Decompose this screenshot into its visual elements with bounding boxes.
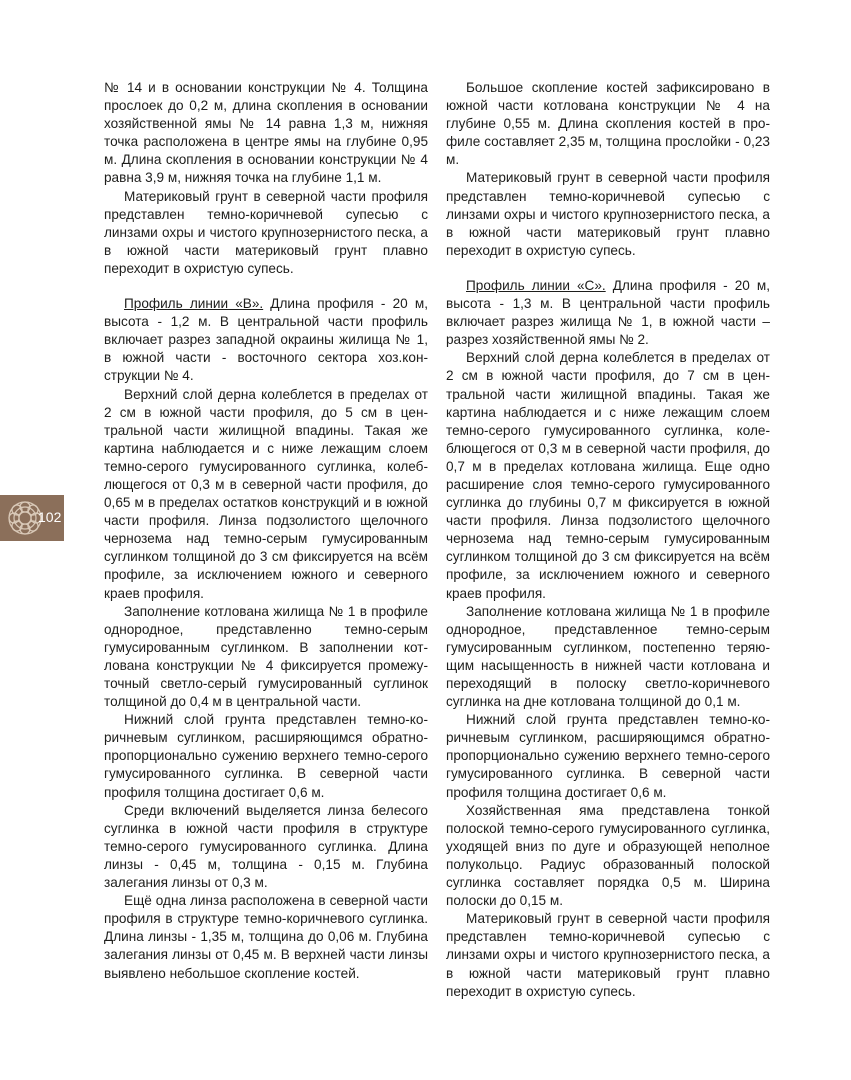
paragraph: Материковый грунт в северной части профиля представлен темно-коричневой супесью с линзами охры и чистого крупнозернистого песка, а в южной части материковый грунт плавно переходит в охристую супесь.	[104, 188, 428, 276]
right-column	[446, 79, 770, 1001]
section-heading-b: Профиль линии «B».	[124, 296, 264, 312]
section-text: Длина профиля - 20 м, высота - 1,3 м. В центральной части профиль включает разрез жилища № 1, в южной части – разрез хозяйственной ямы № 2.	[446, 277, 770, 348]
paragraph: Материковый грунт в северной части профиля представлен темно-коричневой супесью с линзами охры и чистого крупнозернистого песка, а в южной части материковый грунт плавно переходит в охристую супесь.	[446, 170, 770, 258]
paragraph: Верхний слой дерна колеблется в пределах от 2 см в южной части профиля, до 7 см в центральной части жилищной впадины. Такая же картина наблюдается и с ниже лежащим слоем темно-серого гумусированного суглинка, колеблющегося от 0,3 м в северной части профиля, до 0,7 м в пределах котлована жилища. Еще одно расширение слоя темно-серого гумусированного суглинка до глубины 0,7 м фиксируется в южной части профиля. Линза подзолистого щелочного чернозема над темно-серым гумусированным суглинком толщиной до 3 см фиксируется на всём профиле, за исключением южного и северного краев профиля.	[446, 350, 770, 601]
paragraph: Большое скопление костей зафиксировано в южной части котлована конструкции № 4 на глубине 0,55 м. Длина скопления костей в профиле составляет 2,35 м, толщина прослойки - 0,23 м.	[446, 80, 770, 168]
paragraph: Заполнение котлована жилища № 1 в профиле однородное, представленное темно-серым гумусированным суглинком, постепенно теряющим насыщенность в нижней части котлована и переходящий в полоску светло-коричневого суглинка на дне котлована толщиной до 0,1 м.	[446, 603, 770, 710]
paragraph: Заполнение котлована жилища № 1 в профиле однородное, представленно темно-серым гумусированным суглинком. В заполнении котлована конструкции № 4 фиксируется промежуточный светло-серый гумусированный суглинок толщиной до 0,4 м в центральной части.	[104, 603, 428, 710]
paragraph: Хозяйственная яма представлена тонкой полоской темно-серого гумусированного суглинка, уходящей вниз по дуге и образующей неполное полукольцо. Радиус образованный полоской суглинка составляет порядка 0,5 м. Ширина полоски до 0,15 м.	[446, 802, 770, 909]
paragraph: Материковый грунт в северной части профиля представлен темно-коричневой супесью с линзами охры и чистого крупнозернистого песка, а в южной части материковый грунт плавно переходит в охристую супесь.	[446, 911, 770, 999]
paragraph: Нижний слой грунта представлен темно-коричневым суглинком, расширяющимся обратно-пропорционально сужению верхнего темно-серого гумусированного суглинка. В северной части профиля толщина достигает 0,6 м.	[104, 712, 428, 800]
section-text: Длина профиля - 20 м, высота - 1,2 м. В центральной части профиль включает разрез западной окраины жилища № 1, в южной части - восточного сектора хоз.конструкции № 4.	[104, 296, 428, 384]
section-paragraph-b	[104, 295, 428, 385]
section-paragraph-c	[446, 277, 770, 349]
page-number: 102	[38, 509, 62, 525]
paragraph: Верхний слой дерна колеблется в пределах от 2 см в южной части профиля, до 5 см в центральной части жилищной впадины. Такая же картина наблюдается и с ниже лежащим слоем темно-серого гумусированного суглинка, колеблющегося от 0,3 м в северной части профиля, до 0,65 м в пределах остатков конструкций и в южной части профиля. Линза подзолистого щелочного чернозема над темно-серым гумусированным суглинком толщиной до 3 см фиксируется на всём профиле, за исключением южного и северного краев профиля.	[104, 386, 428, 601]
paragraph: № 14 и в основании конструкции № 4. Толщина прослоек до 0,2 м, длина скопления в основании хозяйственной ямы № 14 равна 1,3 м, нижняя точка расположена в центре ямы на глубине 0,95 м. Длина скопления в основании конструкции № 4 равна 3,9 м, нижняя точка на глубине 1,1 м.	[104, 80, 428, 186]
section-heading-c: Профиль линии «С».	[466, 277, 606, 293]
left-column	[104, 79, 428, 983]
paragraph: Среди включений выделяется линза белесого суглинка в южной части профиля в структуре темно-серого гумусированного суглинка. Длина линзы - 0,45 м, толщина - 0,15 м. Глубина залегания линзы от 0,3 м.	[104, 802, 428, 891]
paragraph: Ещё одна линза расположена в северной части профиля в структуре темно-коричневого суглинка. Длина линзы - 1,35 м, толщина до 0,06 м. Глубина залегания линзы от 0,45 м. В верхней части линзы выявлено небольшое скопление костей.	[104, 893, 428, 981]
paragraph: Нижний слой грунта представлен темно-коричневым суглинком, расширяющимся обратно-пропорционально сужению верхнего темно-серого гумусированного суглинка. В северной части профиля толщина достигает 0,6 м.	[446, 712, 770, 800]
